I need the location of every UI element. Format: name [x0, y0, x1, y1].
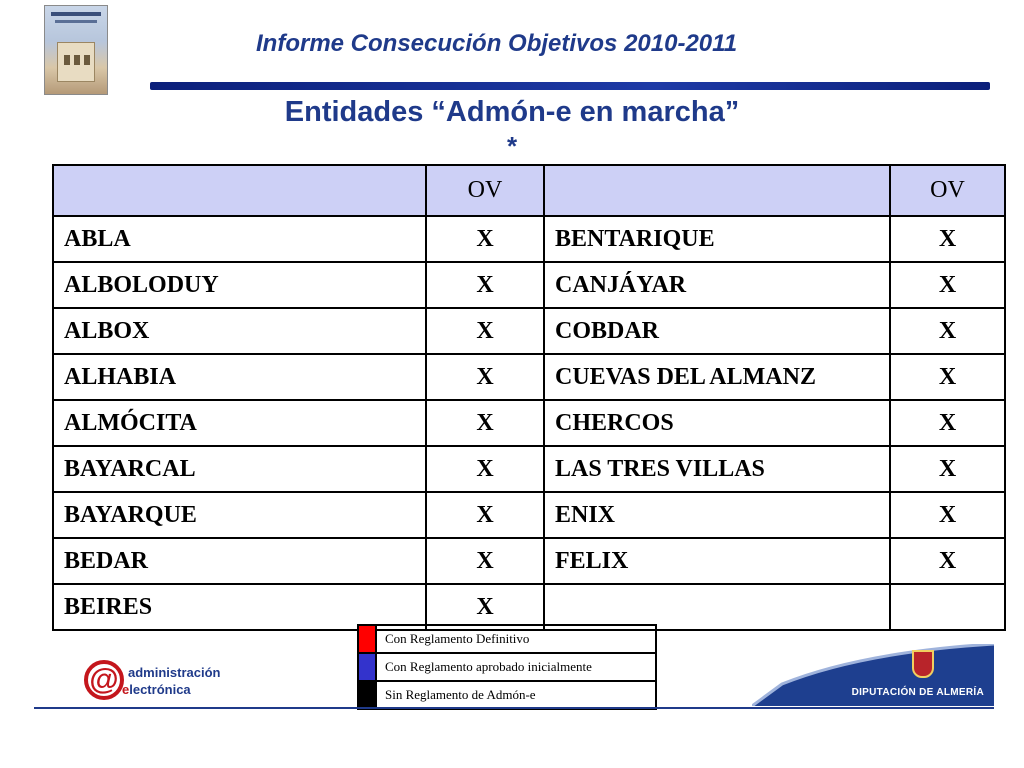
legend-label: Con Reglamento Definitivo	[376, 625, 656, 653]
ov-mark-cell: X	[426, 308, 544, 354]
legend-swatch	[358, 625, 376, 653]
header-cell-ov: OV	[890, 165, 1005, 216]
table-row	[53, 262, 1005, 308]
logo-line-1: administración	[128, 665, 221, 680]
entity-name-cell: CUEVAS DEL ALMANZ	[544, 354, 890, 400]
ov-mark-cell	[890, 584, 1005, 630]
header-cell	[544, 165, 890, 216]
footer-rule	[34, 707, 994, 709]
legend-swatch	[358, 653, 376, 681]
ov-mark-cell: X	[890, 216, 1005, 262]
ov-mark-cell: X	[890, 308, 1005, 354]
entity-name-cell: BENTARIQUE	[544, 216, 890, 262]
header-cell-ov: OV	[426, 165, 544, 216]
table-header-row	[53, 165, 1005, 216]
entity-name-cell: ABLA	[53, 216, 426, 262]
title-rule	[150, 82, 990, 90]
ov-mark-cell: X	[890, 262, 1005, 308]
logo-line-2: electrónica	[122, 682, 191, 697]
table-row	[53, 308, 1005, 354]
at-sign-icon: @	[84, 660, 124, 700]
entity-name-cell: ENIX	[544, 492, 890, 538]
entity-name-cell: ALMÓCITA	[53, 400, 426, 446]
ov-mark-cell: X	[890, 400, 1005, 446]
ov-mark-cell: X	[426, 492, 544, 538]
entities-table	[52, 164, 1006, 631]
table-row	[53, 400, 1005, 446]
ov-mark-cell: X	[890, 354, 1005, 400]
legend-item	[358, 625, 656, 653]
diputacion-name: DIPUTACIÓN DE ALMERÍA	[851, 687, 984, 698]
entity-name-cell: FELIX	[544, 538, 890, 584]
diputacion-logo	[752, 644, 994, 706]
coat-of-arms-icon	[912, 650, 934, 678]
ov-mark-cell: X	[426, 538, 544, 584]
legend-item	[358, 653, 656, 681]
legend	[357, 624, 657, 710]
ov-mark-cell: X	[890, 446, 1005, 492]
table-row	[53, 354, 1005, 400]
header-cell	[53, 165, 426, 216]
table-row	[53, 216, 1005, 262]
entity-name-cell: BEDAR	[53, 538, 426, 584]
ov-mark-cell: X	[890, 538, 1005, 584]
entity-name-cell: LAS TRES VILLAS	[544, 446, 890, 492]
table-row	[53, 538, 1005, 584]
ov-mark-cell: X	[426, 262, 544, 308]
ov-mark-cell: X	[890, 492, 1005, 538]
administracion-electronica-logo	[84, 660, 224, 704]
report-title: Informe Consecución Objetivos 2010-2011	[256, 30, 738, 57]
page-heading: Entidades “Admón-e en marcha”	[284, 96, 740, 128]
entity-name-cell: ALHABIA	[53, 354, 426, 400]
heading-asterisk: *	[506, 131, 518, 161]
legend-swatch	[358, 681, 376, 709]
entity-name-cell: CANJÁYAR	[544, 262, 890, 308]
ov-mark-cell: X	[426, 400, 544, 446]
ov-mark-cell: X	[426, 584, 544, 630]
legend-label: Sin Reglamento de Admón-e	[376, 681, 656, 709]
entity-name-cell: BEIRES	[53, 584, 426, 630]
legend-item	[358, 681, 656, 709]
entity-name-cell: CHERCOS	[544, 400, 890, 446]
entity-name-cell: BAYARCAL	[53, 446, 426, 492]
ov-mark-cell: X	[426, 446, 544, 492]
table-row	[53, 492, 1005, 538]
entity-name-cell: ALBOX	[53, 308, 426, 354]
entity-name-cell: ALBOLODUY	[53, 262, 426, 308]
entity-name-cell: COBDAR	[544, 308, 890, 354]
ov-mark-cell: X	[426, 354, 544, 400]
legend-label: Con Reglamento aprobado inicialmente	[376, 653, 656, 681]
entity-name-cell: BAYARQUE	[53, 492, 426, 538]
ov-mark-cell: X	[426, 216, 544, 262]
event-poster-thumbnail	[44, 5, 108, 95]
table-row	[53, 446, 1005, 492]
